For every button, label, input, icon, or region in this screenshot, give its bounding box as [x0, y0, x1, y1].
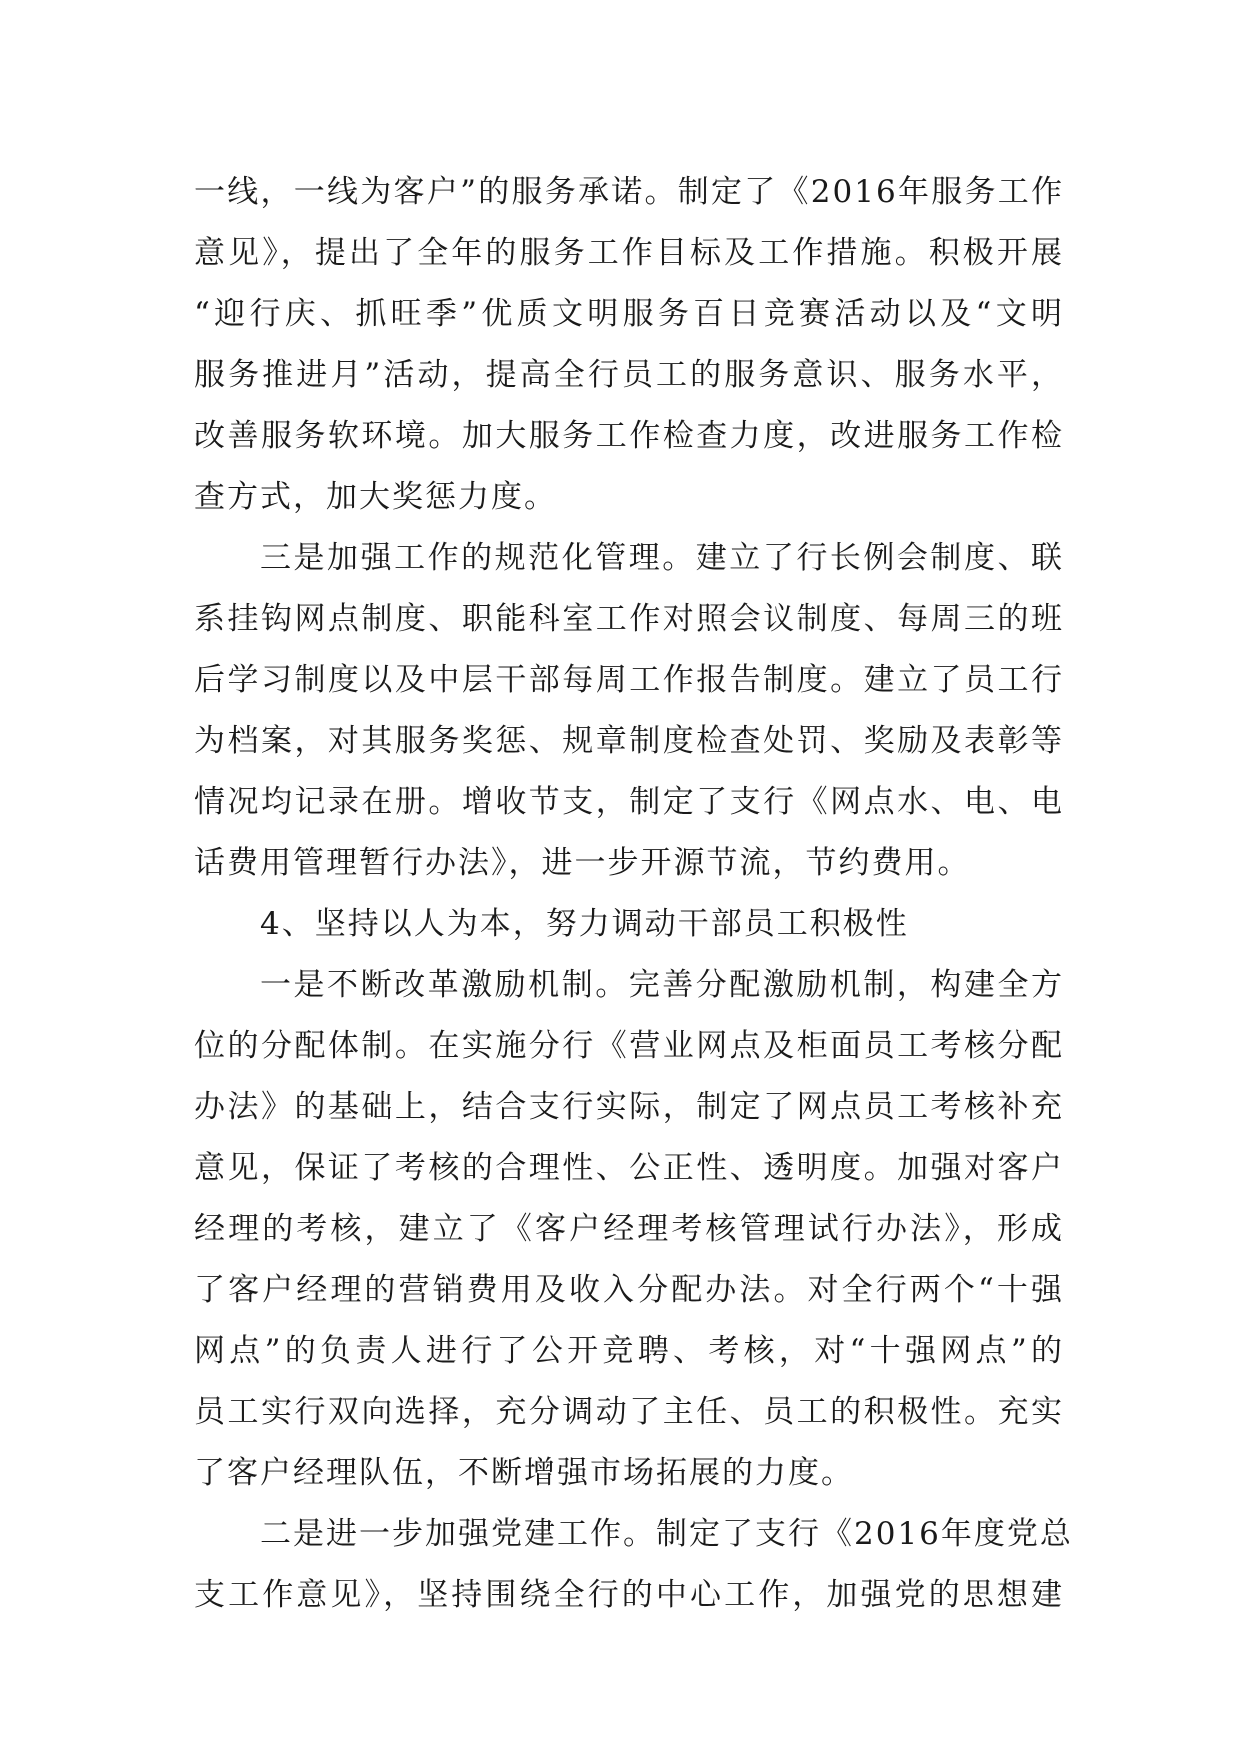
text-line: 三是加强工作的规范化管理。建立了行长例会制度、联 [260, 540, 1064, 576]
text-line: 意见》，提出了全年的服务工作目标及工作措施。积极开展 [194, 235, 1064, 271]
text-line: “迎行庆、抓旺季”优质文明服务百日竞赛活动以及“文明 [194, 296, 1064, 332]
text-line: 员工实行双向选择，充分调动了主任、员工的积极性。充实 [194, 1394, 1064, 1430]
text-line: 了客户经理的营销费用及收入分配办法。对全行两个“十强 [194, 1272, 1064, 1308]
text-line: 系挂钩网点制度、职能科室工作对照会议制度、每周三的班 [194, 601, 1064, 637]
text-line: 一线，一线为客户”的服务承诺。制定了《2016年服务工作 [194, 174, 1064, 210]
text-line: 了客户经理队伍，不断增强市场拓展的力度。 [194, 1455, 854, 1491]
text-line: 支工作意见》，坚持围绕全行的中心工作，加强党的思想建 [194, 1577, 1064, 1613]
text-line: 后学习制度以及中层干部每周工作报告制度。建立了员工行 [194, 662, 1064, 698]
text-line: 查方式，加大奖惩力度。 [194, 479, 557, 515]
text-line: 服务推进月”活动，提高全行员工的服务意识、服务水平， [194, 357, 1064, 393]
text-line: 意见，保证了考核的合理性、公正性、透明度。加强对客户 [194, 1150, 1064, 1186]
text-line: 话费用管理暂行办法》，进一步开源节流，节约费用。 [194, 845, 971, 881]
text-line: 位的分配体制。在实施分行《营业网点及柜面员工考核分配 [194, 1028, 1064, 1064]
text-line: 4、坚持以人为本，努力调动干部员工积极性 [260, 906, 909, 942]
text-line: 改善服务软环境。加大服务工作检查力度，改进服务工作检 [194, 418, 1064, 454]
text-line: 二是进一步加强党建工作。制定了支行《2016年度党总 [260, 1516, 1073, 1552]
text-line: 办法》的基础上，结合支行实际，制定了网点员工考核补充 [194, 1089, 1064, 1125]
text-line: 一是不断改革激励机制。完善分配激励机制，构建全方 [260, 967, 1064, 1003]
text-line: 情况均记录在册。增收节支，制定了支行《网点水、电、电 [194, 784, 1064, 820]
text-line: 网点”的负责人进行了公开竞聘、考核，对“十强网点”的 [194, 1333, 1064, 1369]
document-body [194, 162, 1073, 1626]
text-line: 经理的考核，建立了《客户经理考核管理试行办法》，形成 [194, 1211, 1064, 1247]
text-line: 为档案，对其服务奖惩、规章制度检查处罚、奖励及表彰等 [194, 723, 1064, 759]
